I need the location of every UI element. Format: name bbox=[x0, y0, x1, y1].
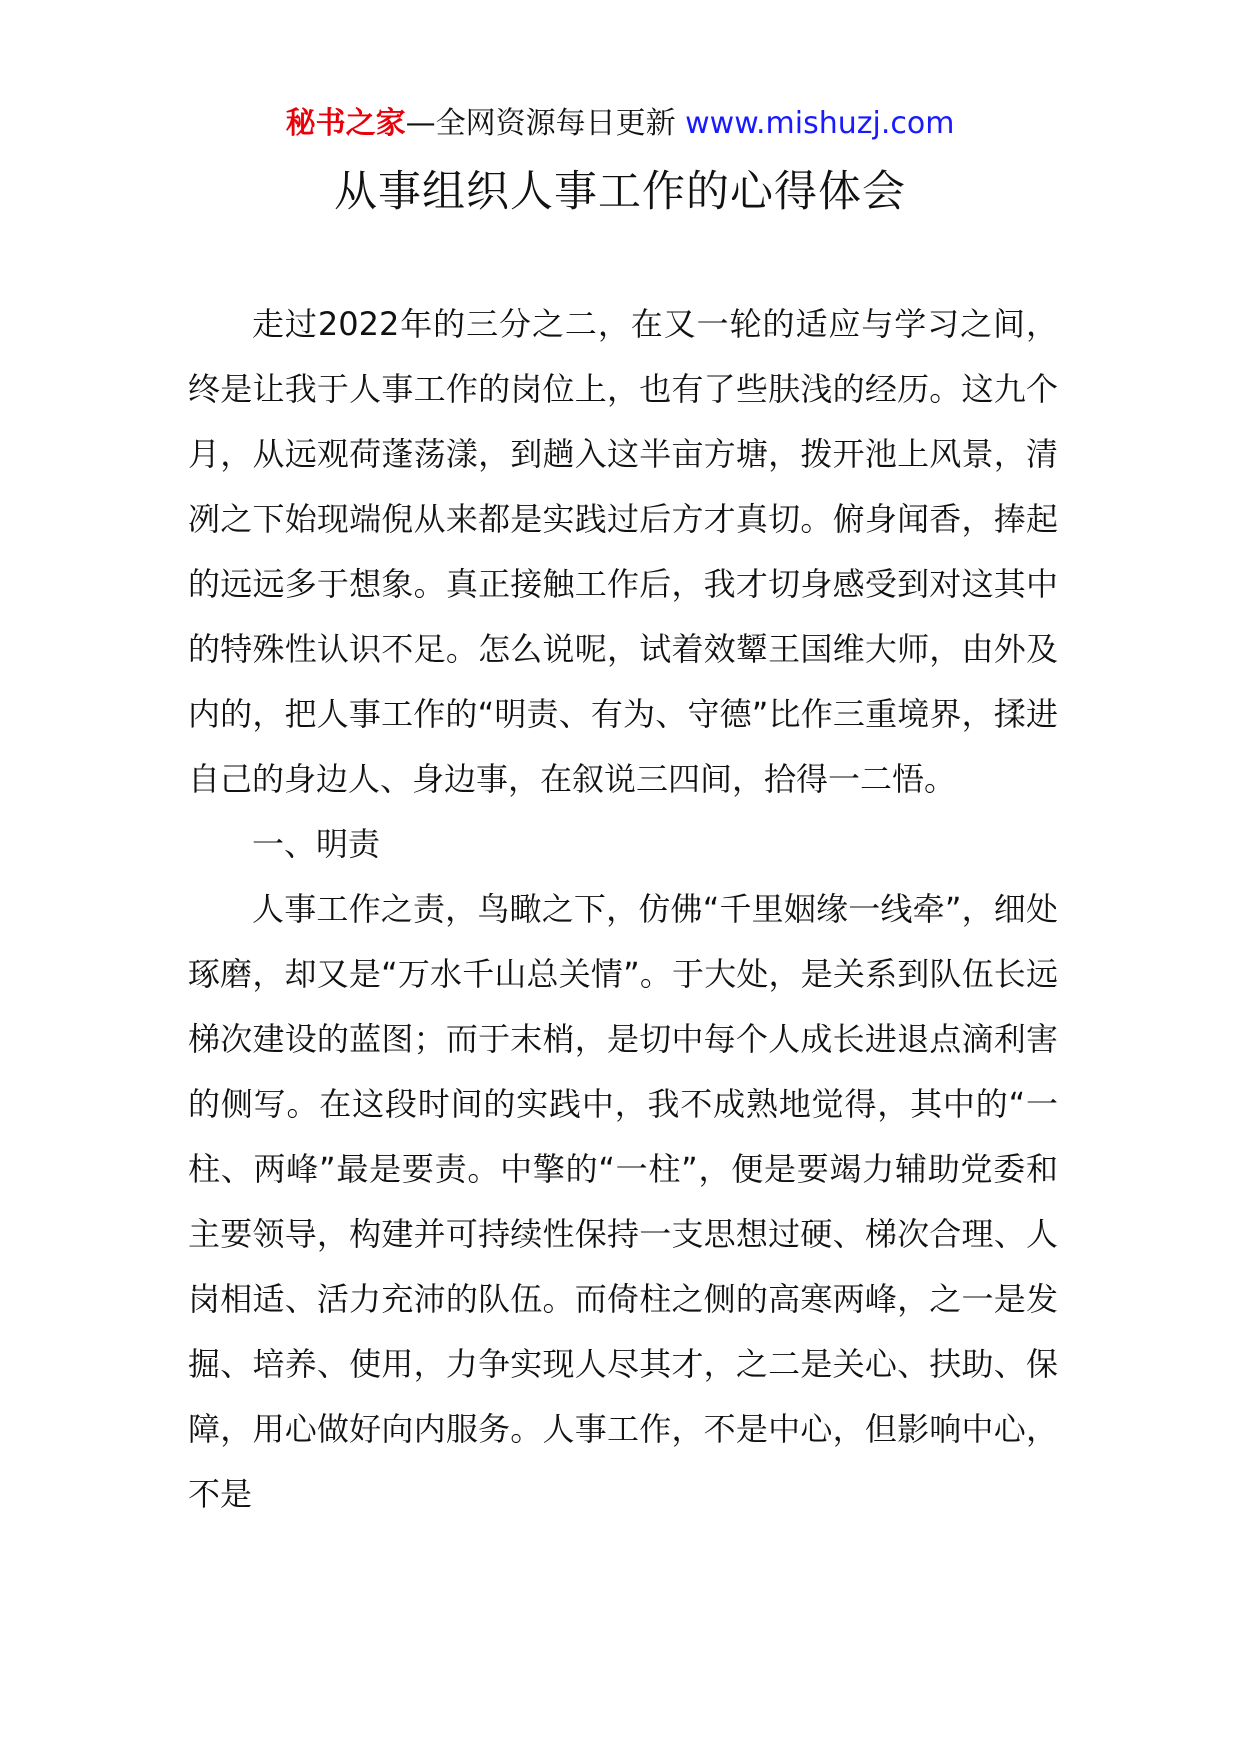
section-heading-mingze: 一、明责 bbox=[252, 825, 381, 863]
paragraph-intro: 走过2022年的三分之二，在又一轮的适应与学习之间，终是让我于人事工作的岗位上，也有了些肤浅的经历。这九个月，从远观荷蓬荡漾，到趟入这半亩方塘，拨开池上风景，清冽之下始现端倪从来都是实践过后方才真切。俯身闻香，捧起的远远多于想象。真正接触工作后，我才切身感受到对这其中的特殊性认识不足。怎么说呢，试着效颦王国维大师，由外及内的，把人事工作的“明责、有为、守德”比作三重境界，揉进自己的身边人、身边事，在叙说三四间，拾得一二悟。 bbox=[188, 305, 1058, 798]
site-url-link[interactable]: www.mishuzj.com bbox=[685, 106, 955, 141]
site-header bbox=[0, 104, 1240, 144]
site-tagline: —全网资源每日更新 bbox=[405, 106, 686, 141]
paragraph-mingze: 人事工作之责，鸟瞰之下，仿佛“千里姻缘一线牵”，细处琢磨，却又是“万水千山总关情”。于大处，是关系到队伍长远梯次建设的蓝图；而于末梢，是切中每个人成长进退点滴利害的侧写。在这段时间的实践中，我不成熟地觉得，其中的“一柱、两峰”最是要责。中擎的“一柱”，便是要竭力辅助党委和主要领导，构建并可持续性保持一支思想过硬、梯次合理、人岗相适、活力充沛的队伍。而倚柱之侧的高寒两峰，之一是发掘、培养、使用，力争实现人尽其才，之二是关心、扶助、保障，用心做好向内服务。人事工作，不是中心，但影响中心，不是 bbox=[188, 890, 1058, 1513]
document-body bbox=[188, 292, 1058, 1527]
site-brand: 秘书之家 bbox=[285, 106, 406, 141]
page-title: 从事组织人事工作的心得体会 bbox=[334, 167, 906, 217]
